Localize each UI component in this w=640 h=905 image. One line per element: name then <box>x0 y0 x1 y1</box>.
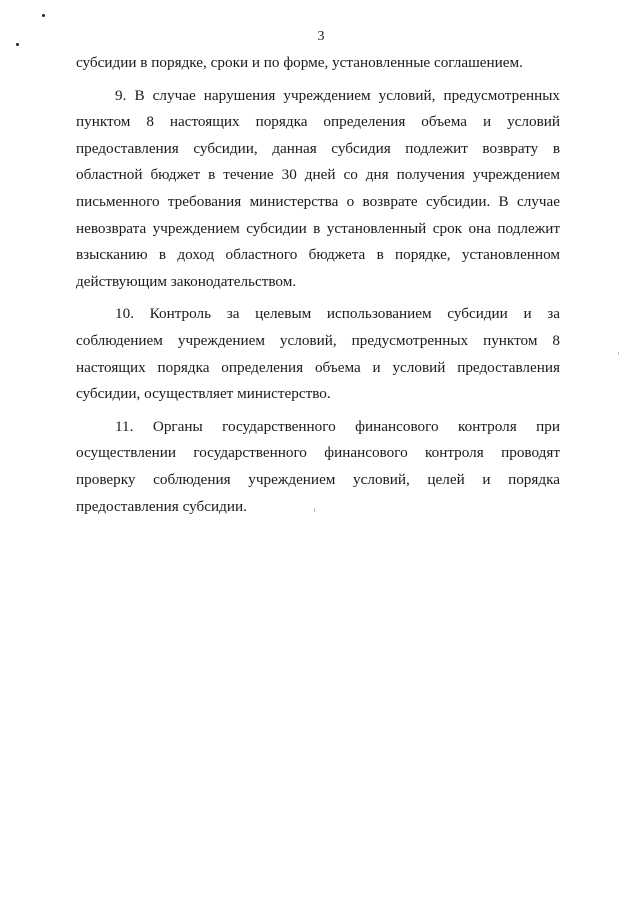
page-number: 3 <box>317 29 325 44</box>
document-body <box>76 50 560 520</box>
paragraph-continuation: субсидии в порядке, сроки и по форме, установленные соглашением. <box>76 54 523 71</box>
scan-speck <box>618 352 619 355</box>
paragraph-10: 10. Контроль за целевым использованием субсидии и за соблюдением учреждением условий, предусмотренных пунктом 8 настоящих порядка определения объема и условий предоставления субсидии, осуществляет министерство. <box>76 305 560 403</box>
scan-speck <box>42 14 45 17</box>
paragraph-9: 9. В случае нарушения учреждением условий, предусмотренных пунктом 8 настоящих порядка определения объема и условий предоставления субсидии, данная субсидия подлежит возврату в областной бюджет в течение 30 дней со дня получения учреждением письменного требования министерства о возврате субсидии. В случае невозврата учреждением субсидии в установленный срок она подлежит взысканию в доход областного бюджета в порядке, установленном действующим законодательством. <box>76 86 560 290</box>
paragraph-11: 11. Органы государственного финансового контроля при осуществлении государственного финансового контроля проводят проверку соблюдения учреждением условий, целей и порядка предоставления субсидии. <box>76 417 560 515</box>
